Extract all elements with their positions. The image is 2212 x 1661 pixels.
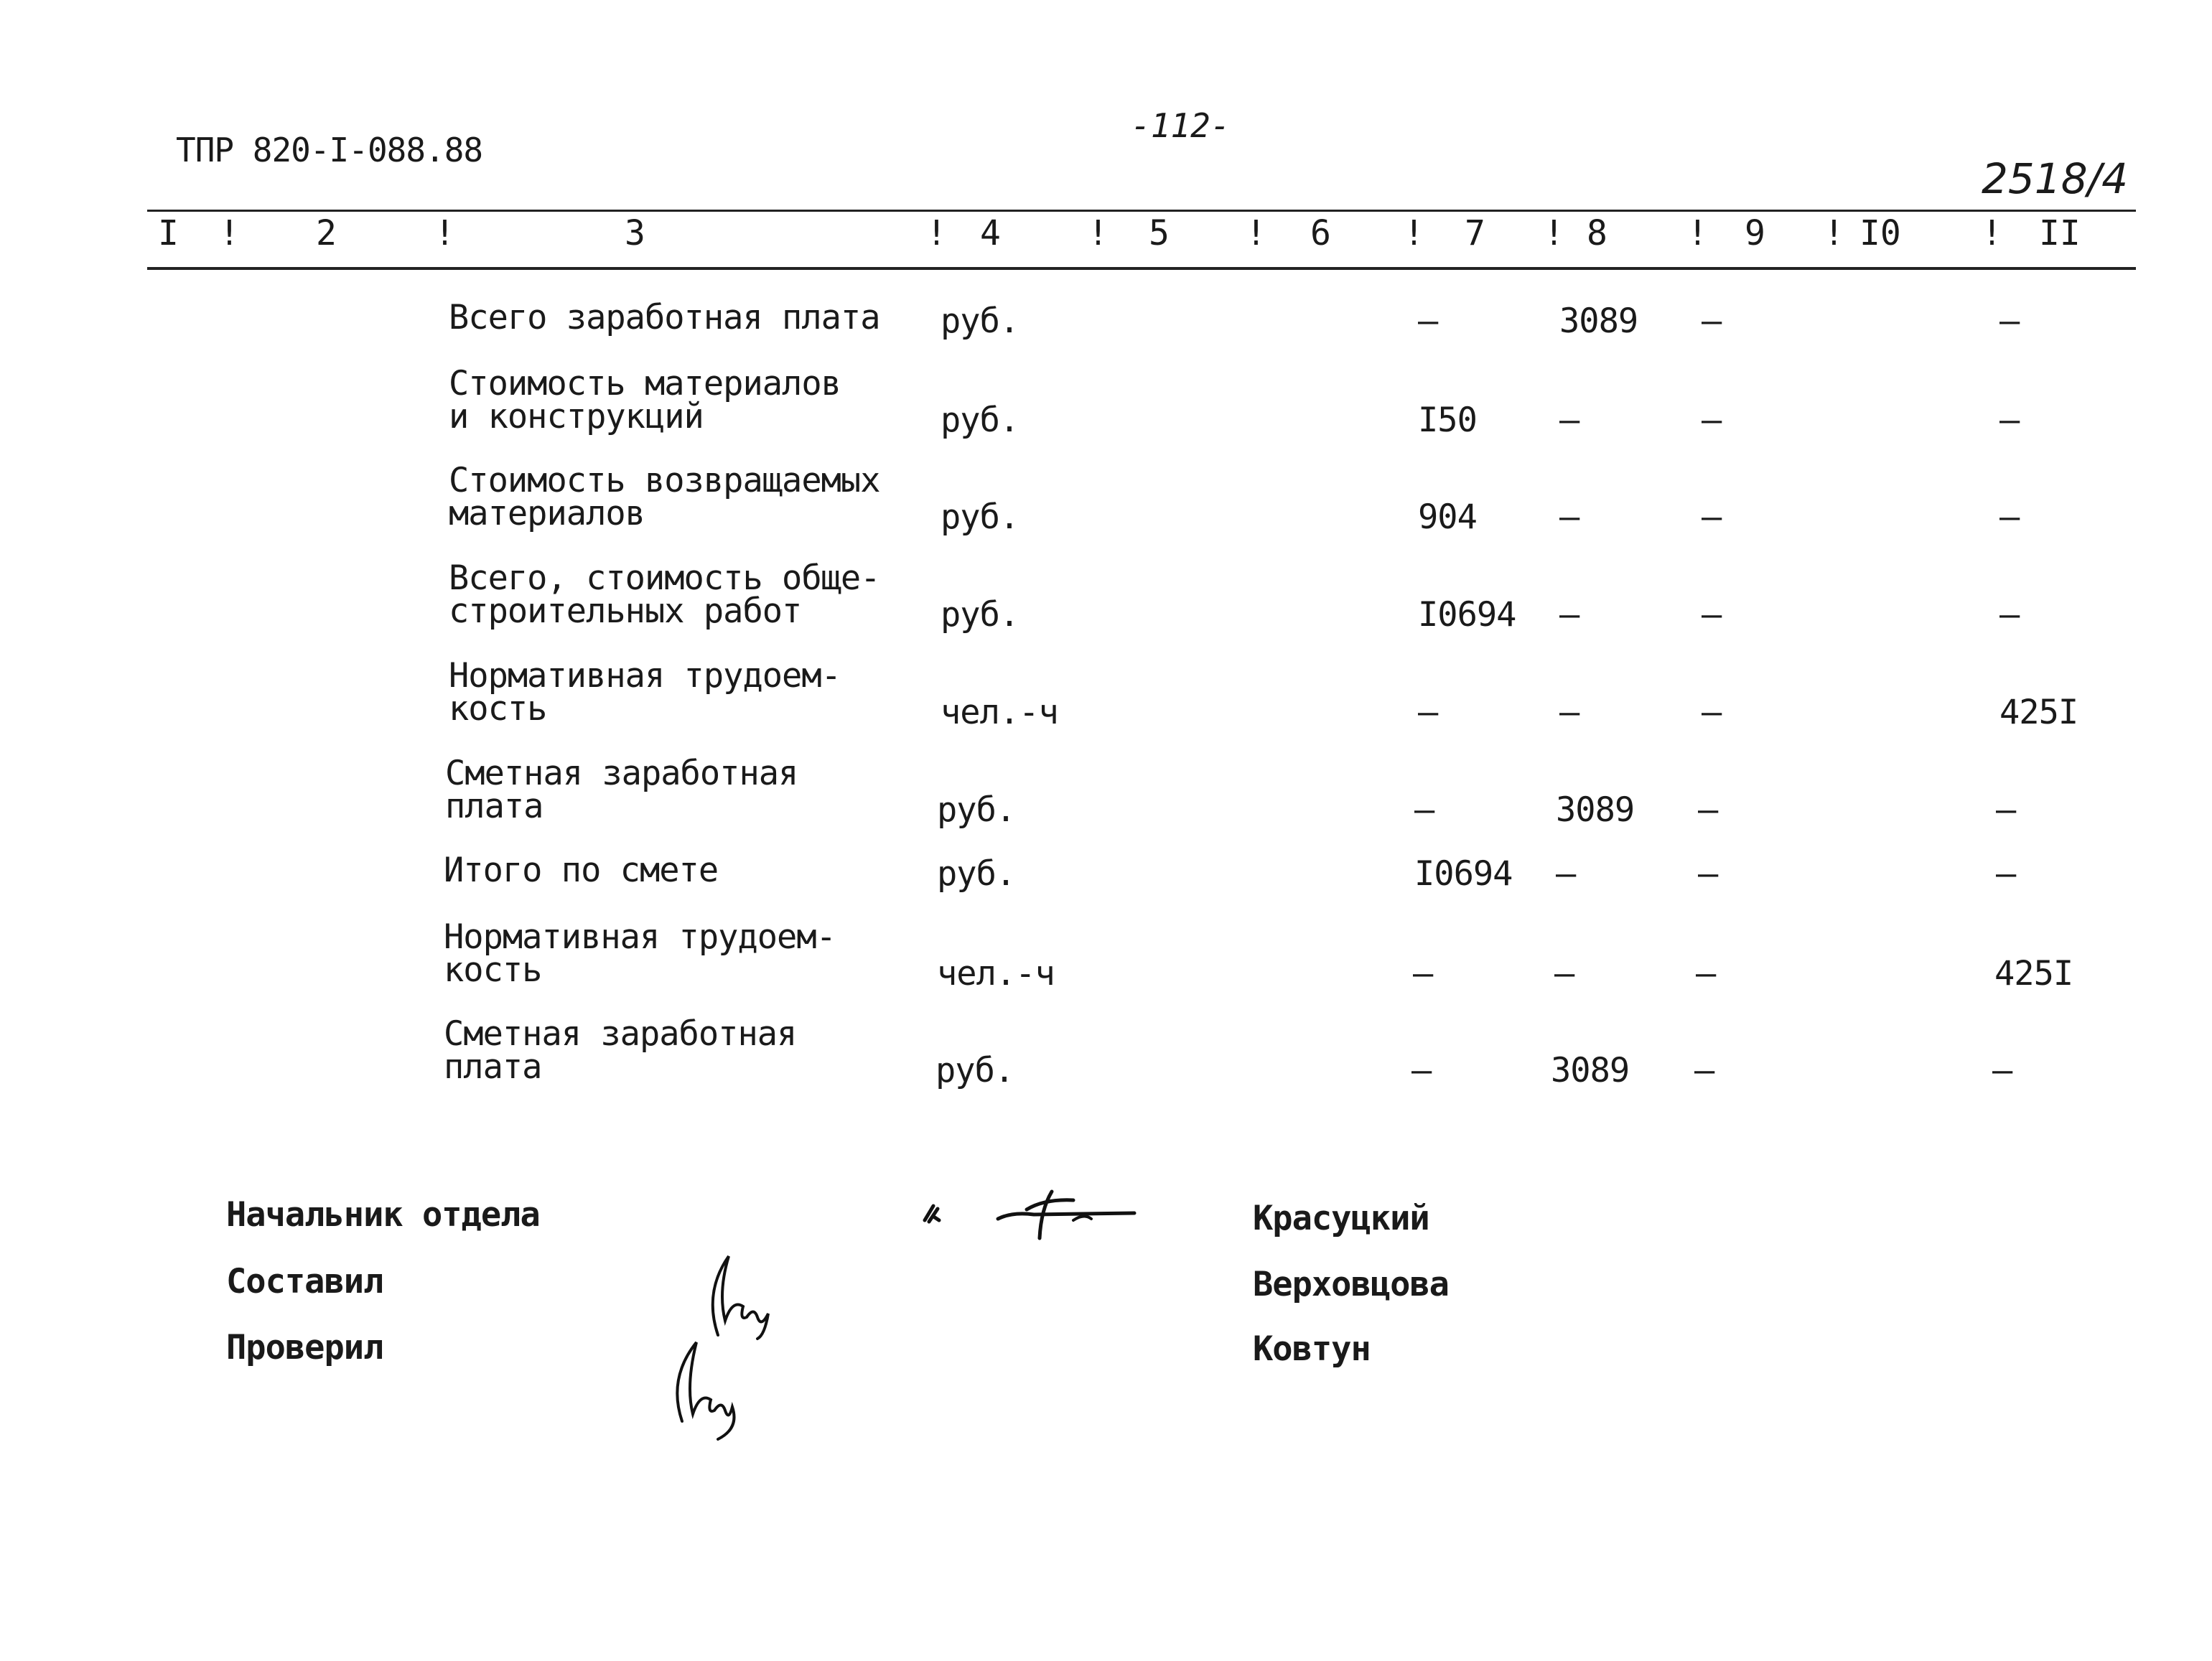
column-header-10: I0 [1859,213,1901,253]
row-col7: 904 [1418,497,1477,537]
column-separator: ! [1687,213,1708,253]
row-col9: – [1696,954,1716,993]
sheet-number: 2518/4 [1982,154,2129,203]
row-col9: – [1698,854,1718,894]
row-col9: – [1694,1051,1714,1090]
row-unit: чел.-ч [937,954,1055,993]
row-col9: – [1702,401,1722,440]
row-unit: руб. [941,401,1019,440]
row-col11: – [1999,595,2020,635]
row-unit: руб. [935,1051,1014,1090]
handwritten-signature [661,1335,761,1443]
column-header-4: 4 [980,213,1001,253]
column-separator: ! [1982,213,2002,253]
signature-role: Составил [226,1262,383,1301]
row-col7: I50 [1418,401,1477,440]
row-label: Всего, стоимость обще- строительных работ [449,558,880,631]
row-label: Сметная заработная плата [445,754,798,826]
row-col11: – [1999,301,2020,341]
row-col9: – [1702,301,1722,341]
signature-name: Красуцкий [1253,1199,1429,1238]
row-col7: – [1418,301,1438,341]
column-header-1: I [158,213,179,253]
row-col7: – [1414,790,1434,830]
row-col9: – [1702,595,1722,635]
row-label: Нормативная трудоем- кость [444,917,836,990]
column-separator: ! [1246,213,1266,253]
signature-name: Верховцова [1253,1265,1449,1304]
row-col8: 3089 [1559,301,1638,341]
column-separator: ! [926,213,947,253]
column-header-6: 6 [1310,213,1331,253]
handwritten-signature [919,1177,1156,1242]
row-unit: руб. [937,790,1016,830]
signature-name: Ковтун [1253,1329,1371,1369]
row-unit: руб. [941,497,1019,537]
row-col8: – [1559,401,1579,440]
column-header-7: 7 [1465,213,1485,253]
row-col11: 425I [1999,693,2078,732]
row-col8: – [1559,595,1579,635]
row-label: Стоимость материалов и конструкций [449,364,841,436]
row-col8: – [1554,954,1574,993]
row-col8: 3089 [1551,1051,1630,1090]
column-separator: ! [434,213,455,253]
row-label: Стоимость возвращаемых материалов [449,461,880,533]
row-col7: I0694 [1418,595,1516,635]
row-col8: – [1559,693,1579,732]
column-separator: ! [1544,213,1564,253]
row-col7: – [1411,1051,1432,1090]
row-col8: – [1559,497,1579,537]
row-col11: – [1996,854,2016,894]
row-col7: I0694 [1414,854,1513,894]
row-unit: чел.-ч [941,693,1058,732]
column-separator: ! [219,213,240,253]
row-label: Итого по смете [444,851,719,890]
page-number: -112- [1131,106,1231,145]
document-code: ТПР 820-I-088.88 [176,131,483,169]
column-separator: ! [1824,213,1844,253]
row-col11: – [1992,1051,2012,1090]
table-top-rule [147,210,2136,212]
handwritten-signature [689,1249,790,1342]
column-header-11: II [2039,213,2081,253]
row-col11: – [1999,497,2020,537]
row-label: Всего заработная плата [449,298,880,337]
row-col11: 425I [1994,954,2073,993]
signature-role: Начальник отдела [226,1195,540,1235]
row-col8: 3089 [1556,790,1635,830]
column-separator: ! [1404,213,1424,253]
column-header-5: 5 [1149,213,1170,253]
column-header-8: 8 [1587,213,1607,253]
row-col7: – [1418,693,1438,732]
row-col9: – [1702,497,1722,537]
column-header-9: 9 [1745,213,1765,253]
row-unit: руб. [941,595,1019,635]
row-col9: – [1702,693,1722,732]
row-col11: – [1996,790,2016,830]
row-unit: руб. [941,301,1019,341]
column-header-3: 3 [625,213,645,253]
column-header-2: 2 [316,213,337,253]
row-col8: – [1556,854,1576,894]
table-header-rule [147,267,2136,270]
signature-role: Проверил [226,1328,383,1367]
row-label: Сметная заработная плата [444,1014,797,1087]
column-separator: ! [1088,213,1109,253]
row-col9: – [1698,790,1718,830]
row-col7: – [1413,954,1433,993]
row-label: Нормативная трудоем- кость [449,656,841,729]
row-col11: – [1999,401,2020,440]
row-unit: руб. [937,854,1016,894]
